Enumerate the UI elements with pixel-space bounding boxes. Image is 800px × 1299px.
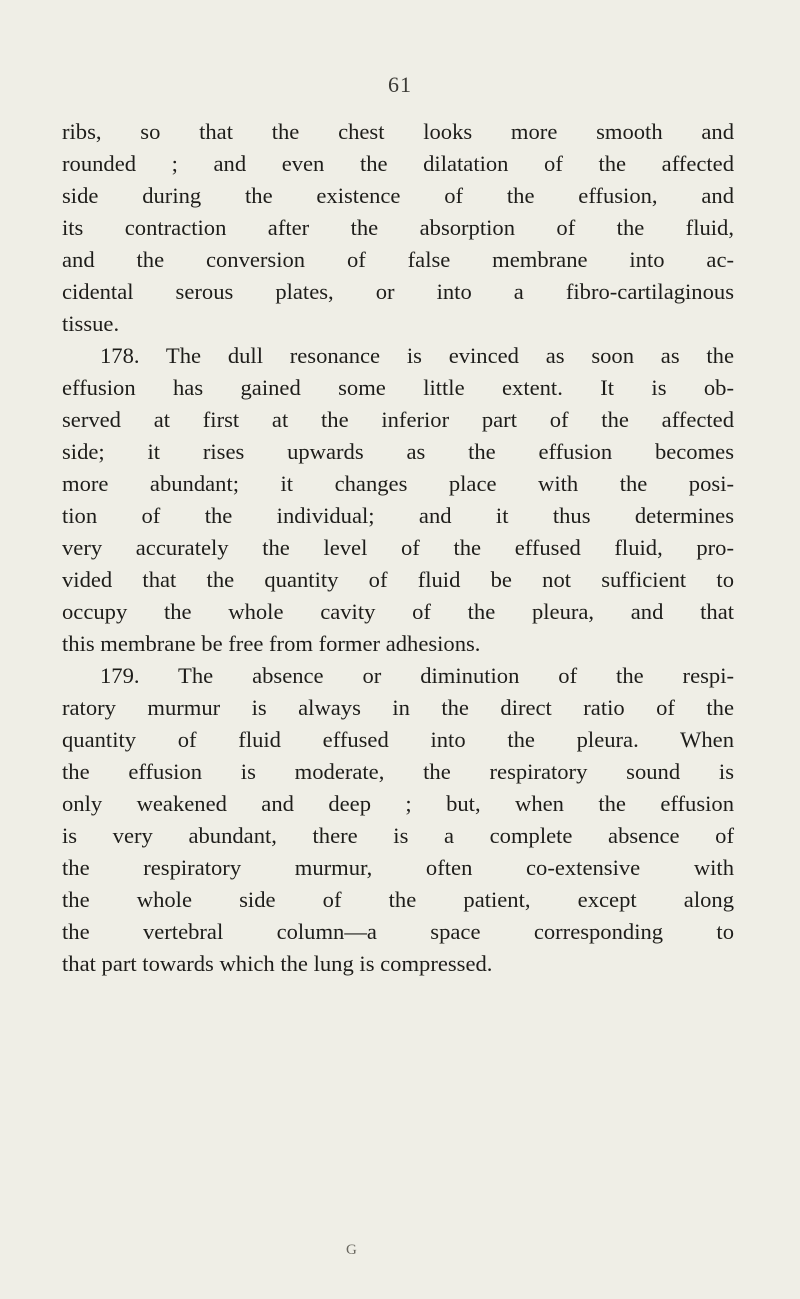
text-line: very accurately the level of the effused fluid, pro- [62,535,734,560]
text-line: served at first at the inferior part of the affected [62,407,734,432]
text-line: vided that the quantity of fluid be not sufficient to [62,567,734,592]
text-line: quantity of fluid effused into the pleura. When [62,727,734,752]
text-line: 179. The absence or diminution of the respi- [100,663,734,688]
text-line: the whole side of the patient, except along [62,887,734,912]
text-line: that part towards which the lung is compressed. [62,951,493,976]
text-line: its contraction after the absorption of the fluid, [62,215,734,240]
page-number: 61 [388,72,412,97]
text-line: this membrane be free from former adhesions. [62,631,481,656]
text-line: rounded ; and even the dilatation of the affected [62,151,734,176]
text-line: 178. The dull resonance is evinced as soon as the [100,343,734,368]
text-line: the effusion is moderate, the respiratory sound is [62,759,734,784]
text-line: side; it rises upwards as the effusion becomes [62,439,734,464]
text-line: cidental serous plates, or into a fibro-cartilaginous [62,279,734,304]
text-line: the respiratory murmur, often co-extensive with [62,855,734,880]
text-line: tion of the individual; and it thus determines [62,503,734,528]
text-line: tissue. [62,311,120,336]
text-line: occupy the whole cavity of the pleura, and that [62,599,734,624]
text-line: effusion has gained some little extent. It is ob- [62,375,734,400]
body-text [62,116,734,980]
text-line: only weakened and deep ; but, when the effusion [62,791,734,816]
text-line: ribs, so that the chest looks more smooth and [62,119,734,144]
text-line: the vertebral column—a space corresponding to [62,919,734,944]
text-line: ratory murmur is always in the direct ratio of the [62,695,734,720]
text-line: and the conversion of false membrane into ac- [62,247,734,272]
text-line: side during the existence of the effusion, and [62,183,734,208]
text-line: is very abundant, there is a complete absence of [62,823,734,848]
text-line: more abundant; it changes place with the posi- [62,471,734,496]
signature-mark: G [346,1242,357,1258]
